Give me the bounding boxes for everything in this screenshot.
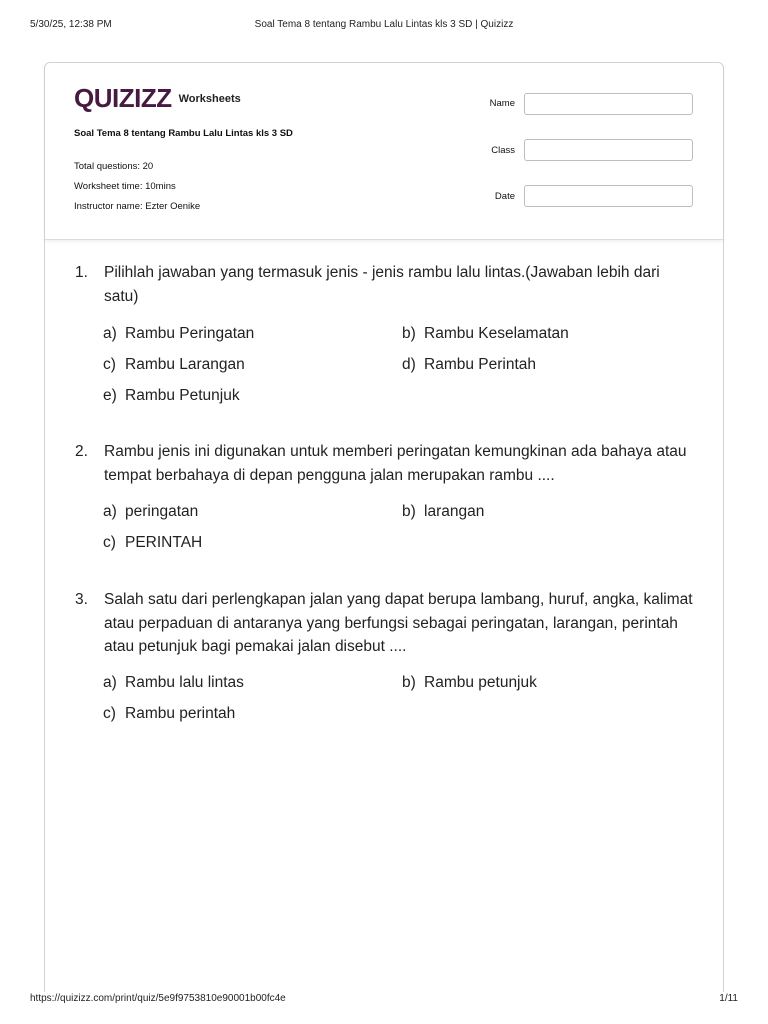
option-label: peringatan xyxy=(125,503,199,520)
logo-wordmark: QUIZIZZ xyxy=(74,83,172,113)
print-page-title: Soal Tema 8 tentang Rambu Lalu Lintas kls 3 SD | Quizizz xyxy=(254,19,514,30)
option-letter: e) xyxy=(103,387,117,404)
question-number: 1. xyxy=(75,264,88,281)
option-label: Rambu lalu lintas xyxy=(125,674,244,691)
option-label: Rambu Peringatan xyxy=(125,325,255,342)
question-text: Pilihlah jawaban yang termasuk jenis - jenis rambu lalu lintas.(Jawaban lebih dari satu) xyxy=(104,264,660,305)
option-label: Rambu Keselamatan xyxy=(424,325,569,342)
class-label: Class xyxy=(491,145,515,156)
option-d xyxy=(402,356,536,374)
option-c xyxy=(103,356,245,374)
question-text: Rambu jenis ini digunakan untuk memberi peringatan kemungkinan ada bahaya atau tempat berbahaya di depan pengguna jalan merupakan rambu .... xyxy=(104,443,687,484)
option-letter: c) xyxy=(103,534,116,551)
option-b xyxy=(402,325,569,343)
option-a xyxy=(103,503,198,521)
question-number: 2. xyxy=(75,443,88,460)
option-letter: a) xyxy=(103,503,117,520)
option-label: Rambu Petunjuk xyxy=(125,387,240,404)
option-label: Rambu Perintah xyxy=(424,356,537,373)
name-label: Name xyxy=(489,98,515,109)
option-label: Rambu perintah xyxy=(125,705,236,722)
option-letter: c) xyxy=(103,356,116,373)
option-a xyxy=(103,674,244,692)
option-letter: a) xyxy=(103,325,117,342)
option-e xyxy=(103,387,240,405)
question-number: 3. xyxy=(75,591,88,608)
print-url: https://quizizz.com/print/quiz/5e9f9753810e90001b00fc4e xyxy=(30,993,286,1004)
class-field[interactable] xyxy=(524,139,693,161)
worksheet-time: Worksheet time: 10mins xyxy=(74,181,176,192)
option-letter: a) xyxy=(103,674,117,691)
option-letter: c) xyxy=(103,705,116,722)
option-b xyxy=(402,674,537,692)
worksheet-card xyxy=(44,62,724,992)
option-letter: b) xyxy=(402,503,416,520)
question-text: Salah satu dari perlengkapan jalan yang dapat berupa lambang, huruf, angka, kalimat atau perpaduan di antaranya yang berfungsi sebagai peringatan, larangan, perintah atau petunjuk bagi pemakai jalan disebut .... xyxy=(104,591,693,655)
name-field[interactable] xyxy=(524,93,693,115)
option-label: Rambu petunjuk xyxy=(424,674,537,691)
option-b xyxy=(402,503,484,521)
date-label: Date xyxy=(494,191,515,202)
option-a xyxy=(103,325,254,343)
page-number: 1/11 xyxy=(719,993,738,1004)
option-letter: d) xyxy=(402,356,416,373)
option-label: larangan xyxy=(424,503,485,520)
print-datetime: 5/30/25, 12:38 PM xyxy=(30,19,112,30)
logo-subtitle: Worksheets xyxy=(178,93,241,105)
instructor-name: Instructor name: Ezter Oenike xyxy=(74,201,201,212)
option-label: PERINTAH xyxy=(125,534,203,551)
date-field[interactable] xyxy=(524,185,693,207)
total-questions: Total questions: 20 xyxy=(74,161,154,172)
option-letter: b) xyxy=(402,674,416,691)
option-c xyxy=(103,534,202,552)
option-label: Rambu Larangan xyxy=(125,356,245,373)
option-c xyxy=(103,705,235,723)
worksheet-header xyxy=(45,63,723,240)
worksheet-title: Soal Tema 8 tentang Rambu Lalu Lintas kls 3 SD xyxy=(74,128,293,139)
quizizz-logo xyxy=(74,84,241,112)
option-letter: b) xyxy=(402,325,416,342)
